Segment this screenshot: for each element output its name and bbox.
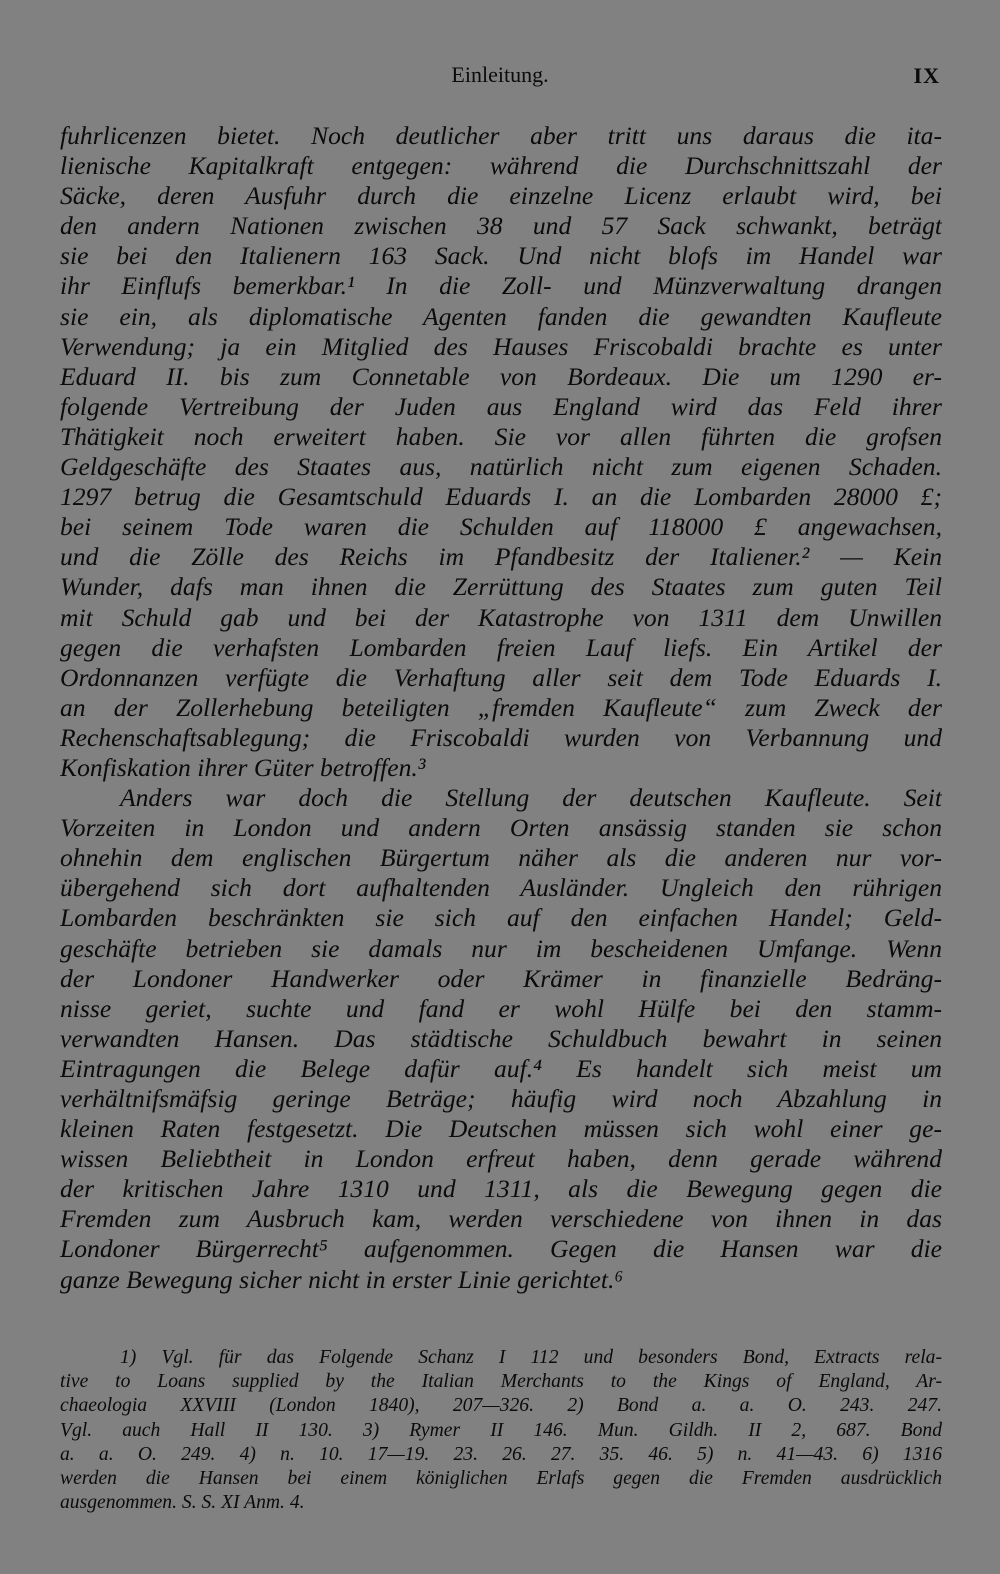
main-text bbox=[60, 121, 942, 1295]
text-line: Eduard II. bis zum Connetable von Bordeaux. Die um 1290 er- bbox=[60, 361, 942, 391]
footnote-line: 1) Vgl. für das Folgende Schanz I 112 und besonders Bond, Extracts rela- bbox=[120, 1347, 942, 1368]
text-line: folgende Vertreibung der Juden aus England wird das Feld ihrer bbox=[60, 391, 942, 421]
text-line: Ordonnanzen verfügte die Verhaftung aller seit dem Tode Eduards I. bbox=[60, 662, 942, 692]
text-line: und die Zölle des Reichs im Pfandbesitz der Italiener.² — Kein bbox=[60, 542, 942, 572]
text-line: Lombarden beschränkten sie sich auf den einfachen Handel; Geld- bbox=[60, 903, 942, 933]
text-line: Londoner Bürgerrecht⁵ aufgenommen. Gegen die Hansen war die bbox=[60, 1234, 942, 1264]
text-line: mit Schuld gab und bei der Katastrophe von 1311 dem Unwillen bbox=[60, 602, 942, 632]
text-line: verwandten Hansen. Das städtische Schuldbuch bewahrt in seinen bbox=[60, 1023, 942, 1053]
footnote-line: Vgl. auch Hall II 130. 3) Rymer II 146. Mun. Gildh. II 2, 687. Bond bbox=[60, 1419, 942, 1441]
text-line: verhältnifsmäfsig geringe Beträge; häufig wird noch Abzahlung in bbox=[60, 1084, 942, 1113]
footnote-line: ausgenommen. S. S. XI Anm. 4. bbox=[60, 1492, 305, 1514]
footnote-line: werden die Hansen bei einem königlichen Erlafs gegen die Fremden ausdrücklich bbox=[60, 1467, 942, 1489]
text-line: Anders war doch die Stellung der deutschen Kaufleute. Seit bbox=[120, 783, 942, 813]
page-number: IX bbox=[913, 63, 940, 88]
running-header bbox=[60, 62, 940, 92]
text-line: 1297 betrug die Gesamtschuld Eduards I. an die Lombarden 28000 £; bbox=[60, 482, 942, 512]
text-line: den andern Nationen zwischen 38 und 57 Sack schwankt, beträgt bbox=[60, 211, 942, 241]
text-line: Thätigkeit noch erweitert haben. Sie vor allen führten die grofsen bbox=[60, 421, 942, 451]
text-line: Eintragungen die Belege dafür auf.⁴ Es handelt sich meist um bbox=[60, 1053, 942, 1083]
text-line: Verwendung; ja ein Mitglied des Hauses Friscobaldi brachte es unter bbox=[60, 331, 942, 361]
text-line: Konfiskation ihrer Güter betroffen.³ bbox=[60, 752, 426, 782]
text-line: lienische Kapitalkraft entgegen: während die Durchschnittszahl der bbox=[60, 151, 942, 181]
footnote-line: a. a. O. 249. 4) n. 10. 17—19. 23. 26. 27. 35. 46. 5) n. 41—43. 6) 1316 bbox=[60, 1443, 942, 1465]
text-line: ohnehin dem englischen Bürgertum näher als die anderen nur vor- bbox=[60, 843, 942, 873]
text-line: Vorzeiten in London und andern Orten ansässig standen sie schon bbox=[60, 813, 942, 843]
text-line: sie bei den Italienern 163 Sack. Und nicht blofs im Handel war bbox=[60, 241, 942, 271]
text-line: nisse geriet, suchte und fand er wohl Hülfe bei den stamm- bbox=[60, 993, 942, 1023]
text-line: gegen die verhafsten Lombarden freien Lauf liefs. Ein Artikel der bbox=[60, 632, 942, 662]
text-line: Wunder, dafs man ihnen die Zerrüttung des Staates zum guten Teil bbox=[60, 572, 942, 602]
text-line: fuhrlicenzen bietet. Noch deutlicher aber tritt uns daraus die ita- bbox=[60, 121, 942, 150]
text-line: Rechenschaftsablegung; die Friscobaldi wurden von Verbannung und bbox=[60, 722, 942, 752]
text-line: kleinen Raten festgesetzt. Die Deutschen müssen sich wohl einer ge- bbox=[60, 1114, 942, 1144]
text-line: ihr Einflufs bemerkbar.¹ In die Zoll- und Münzverwaltung drangen bbox=[60, 271, 942, 301]
text-line: übergehend sich dort aufhaltenden Ausländer. Ungleich den rührigen bbox=[60, 873, 942, 903]
text-line: Säcke, deren Ausfuhr durch die einzelne Licenz erlaubt wird, bei bbox=[60, 181, 942, 211]
text-line: sie ein, als diplomatische Agenten fanden die gewandten Kaufleute bbox=[60, 301, 942, 331]
text-line: Fremden zum Ausbruch kam, werden verschiedene von ihnen in das bbox=[60, 1204, 942, 1234]
footnotes bbox=[60, 1346, 942, 1515]
footnote-line: chaeologia XXVIII (London 1840), 207—326. 2) Bond a. a. O. 243. 247. bbox=[60, 1395, 942, 1417]
text-line: an der Zollerhebung beteiligten „fremden Kaufleute“ zum Zweck der bbox=[60, 692, 942, 722]
chapter-title: Einleitung. bbox=[451, 62, 549, 87]
text-line: geschäfte betrieben sie damals nur im bescheidenen Umfange. Wenn bbox=[60, 933, 942, 963]
footnote-line: tive to Loans supplied by the Italian Merchants to the Kings of England, Ar- bbox=[60, 1371, 942, 1393]
text-line: der Londoner Handwerker oder Krämer in finanzielle Bedräng- bbox=[60, 963, 942, 993]
text-line: ganze Bewegung sicher nicht in erster Linie gerichtet.⁶ bbox=[60, 1264, 624, 1294]
text-line: wissen Beliebtheit in London erfreut haben, denn gerade während bbox=[60, 1144, 942, 1174]
text-line: Geldgeschäfte des Staates aus, natürlich nicht zum eigenen Schaden. bbox=[60, 452, 942, 482]
text-line: bei seinem Tode waren die Schulden auf 118000 £ angewachsen, bbox=[60, 512, 942, 542]
text-line: der kritischen Jahre 1310 und 1311, als die Bewegung gegen die bbox=[60, 1174, 942, 1204]
